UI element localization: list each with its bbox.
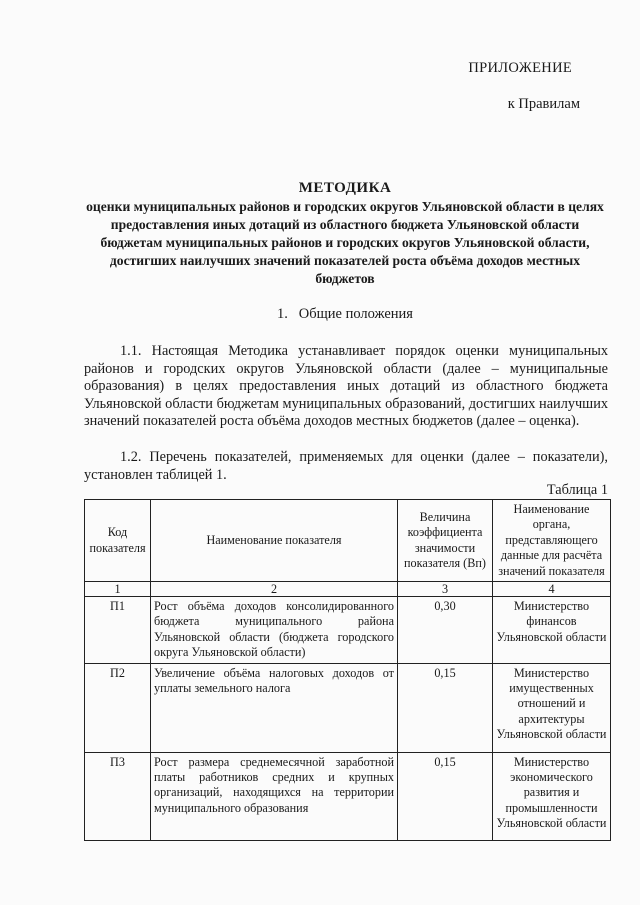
header-coef bbox=[398, 500, 493, 582]
indicator-code: П3 bbox=[85, 752, 151, 840]
indicator-code: П2 bbox=[85, 663, 151, 752]
paragraph-1-1: 1.1. Настоящая Методика устанавливает порядок оценки муниципальных районов и городских округов Ульяновской области (далее – муниципальные образования) в целях предоставления иных дотаций из областного бюджета Ульяновской области бюджетам муниципальных образований, достигших наилучших значений показателей роста объёма доходов местных бюджетов (далее – оценка). bbox=[84, 343, 608, 430]
indicator-org: Министерство финансов Ульяновской области bbox=[493, 597, 611, 664]
indicator-name: Рост размера среднемесячной заработной платы работников средних и крупных организаций, находящихся на территории муниципального образования bbox=[151, 752, 398, 840]
indicator-coef: 0,15 bbox=[398, 663, 493, 752]
indicator-org: Министерство экономического развития и промышленности Ульяновской области bbox=[493, 752, 611, 840]
table-row bbox=[85, 663, 611, 752]
table-caption: Таблица 1 bbox=[546, 482, 608, 498]
column-number: 3 bbox=[398, 582, 493, 597]
paragraph-1-2: 1.2. Перечень показателей, применяемых для оценки (далее – показатели), установлен таблицей 1. bbox=[84, 449, 608, 483]
indicator-name: Увеличение объёма налоговых доходов от уплаты земельного налога bbox=[151, 663, 398, 752]
header-coef-text: Величина коэффициента значимости показателя (Bп) bbox=[404, 509, 486, 570]
indicator-coef: 0,15 bbox=[398, 752, 493, 840]
header-code: Код показателя bbox=[85, 500, 151, 582]
indicator-code: П1 bbox=[85, 597, 151, 664]
column-number: 4 bbox=[493, 582, 611, 597]
header-org: Наименование органа, представляющего данные для расчёта значений показателя bbox=[493, 500, 611, 582]
indicator-coef: 0,30 bbox=[398, 597, 493, 664]
column-number: 1 bbox=[85, 582, 151, 597]
document-subtitle: оценки муниципальных районов и городских округов Ульяновской области в целях предоставления иных дотаций из областного бюджета Ульяновской области бюджетам муниципальных районов и городских округов Ульяновской области, достигших наилучших значений показателей роста объёма доходов местных бюджетов bbox=[86, 199, 604, 286]
column-number-row bbox=[85, 582, 611, 597]
column-number: 2 bbox=[151, 582, 398, 597]
table-row bbox=[85, 752, 611, 840]
indicators-table bbox=[84, 499, 611, 841]
table-row bbox=[85, 597, 611, 664]
section-heading: 1. Общие положения bbox=[277, 306, 413, 322]
document-title: МЕТОДИКА bbox=[298, 180, 392, 196]
indicator-name: Рост объёма доходов консолидированного бюджета муниципального района Ульяновской области (бюджета городского округа Ульяновской области) bbox=[151, 597, 398, 664]
header-name: Наименование показателя bbox=[151, 500, 398, 582]
table-header-row bbox=[85, 500, 611, 582]
indicator-org: Министерство имущественных отношений и архитектуры Ульяновской области bbox=[493, 663, 611, 752]
to-rules-label: к Правилам bbox=[507, 96, 580, 112]
appendix-label: ПРИЛОЖЕНИЕ bbox=[468, 60, 572, 76]
